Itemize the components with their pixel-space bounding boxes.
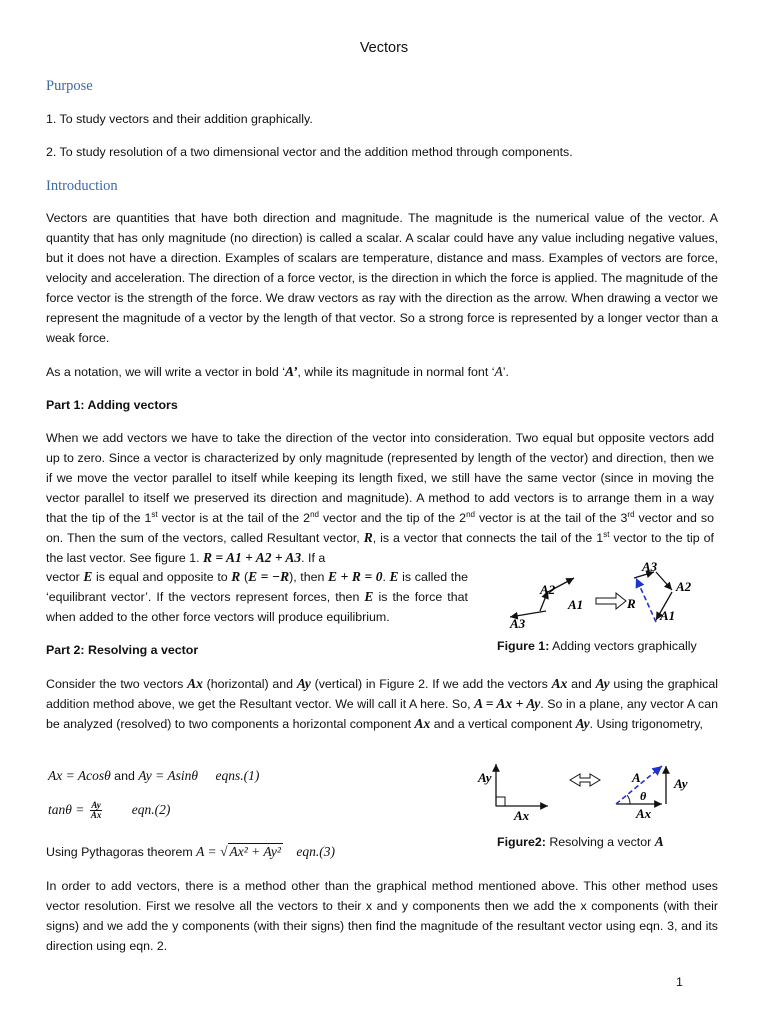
equation-2	[48, 800, 170, 820]
part2-paragraph	[46, 674, 718, 734]
fig1-label-r: R	[627, 596, 636, 611]
fig2-label-ay-right: Ay	[674, 776, 688, 791]
p2-ay-3: Ay	[575, 716, 590, 731]
eq2-numerator: Ay	[91, 800, 101, 811]
eq-text-1: vector	[46, 570, 84, 584]
eq2-left: tanθ =	[48, 802, 85, 817]
eq-text-4: ), then	[289, 570, 329, 584]
part2-heading: Part 2: Resolving a vector	[46, 643, 199, 657]
closing-paragraph: In order to add vectors, there is a method other than the graphical method mentioned above. This other method uses vector resolution. First we resolve all the vectors to their x and y components then we add the x components (with their signs) and we add the y components (with their signs) then find the magnitude of the resultant vector using eqn. 3, and its direction using eqn. 2.	[46, 879, 718, 953]
p2-text-e: using the graphical addition method above, we get the Resultant vector. We will call it A here. So,	[46, 677, 718, 711]
eq-e-2: E	[389, 569, 399, 584]
part1-text-g: vector to the tip of the last vector. See figure 1.	[46, 531, 714, 565]
part1-text-b: vector is at the tail of the 2	[157, 511, 311, 525]
p2-ax-2: Ax	[551, 676, 568, 691]
fig2-label-theta: θ	[640, 789, 647, 803]
notation-italic-a: A	[494, 364, 503, 379]
part1-text-a: When we add vectors we have to take the direction of the vector into consideration. Two equal but opposite vectors add up to zero. Since a vector is characterized by only magnitude (represented by length of the vector) and direction, then we if we move the vector parallel to itself while keeping its length fixed, we still have the same vector (since in moving the vector parallel to itself we preserved its direction and magnitude). A method to add vectors is to arrange them in a way that the tip of the 1	[46, 431, 714, 525]
p2-text-f: . So in a plane, any vector A can be analyzed (resolved) to two components a horizontal component	[46, 697, 718, 731]
eq-text-7: is the force that when added to the other force vectors will produce equilibrium.	[46, 590, 468, 624]
figure2-caption	[497, 832, 664, 852]
fig2-right-angle	[496, 797, 505, 806]
page-number: 1	[676, 975, 683, 989]
figure1-caption-label: Figure 1:	[497, 639, 550, 653]
equation-sum: R = A1 + A2 + A3	[203, 550, 302, 565]
sup-nd: nd	[310, 509, 319, 519]
fig2-label-a: A	[632, 770, 641, 785]
equation-1	[48, 766, 259, 786]
eq-r: R	[231, 569, 241, 584]
purpose-heading: Purpose	[46, 78, 93, 94]
fig2-label-ay-left: Ay	[478, 770, 492, 785]
fig1-label-a1-left: A1	[568, 597, 584, 612]
equation-3	[46, 842, 335, 862]
figure1-caption-text: Adding vectors graphically	[549, 639, 697, 653]
eq1-left: Ax = Acosθ	[48, 768, 111, 783]
p2-text-h: . Using trigonometry,	[589, 717, 703, 731]
fig1-implies-arrow	[596, 593, 626, 609]
p2-ay-1: Ay	[296, 676, 311, 691]
eq-text-2: is equal and opposite to	[92, 570, 232, 584]
eq1-label: eqns.(1)	[215, 768, 260, 783]
part1-text-f: , is a vector that connects the tail of the 1	[372, 531, 604, 545]
purpose-item-2: 2. To study resolution of a two dimensional vector and the addition method through components.	[46, 145, 573, 159]
eq2-denominator: Ax	[90, 810, 102, 821]
figure1-diagram	[496, 556, 718, 632]
fig1-label-a2-right: A2	[676, 579, 692, 594]
fig2-label-ax-left: Ax	[514, 808, 530, 823]
introduction-heading: Introduction	[46, 178, 118, 194]
fig2-theta-arc	[627, 795, 630, 804]
eq-e-3: E	[364, 589, 374, 604]
eq2-label: eqn.(2)	[131, 802, 171, 817]
notation-text-1: As a notation, we will write a vector in bold ‘	[46, 365, 285, 379]
introduction-paragraph: Vectors are quantities that have both direction and magnitude. The magnitude is the numerical value of the vector. A quantity that has only magnitude (no direction) is called a scalar. A scalar could have any value including negative values, but it does not have a direction. Examples of scalars are temperature, distance and mass. Examples of vectors are force, velocity and acceleration. The direction of a force vector, is the direction in which the force is applied. The magnitude of the force vector is the strength of the force. We draw vectors as ray with the direction as the arrow. When drawing a vector we represent the magnitude of a vector by the length of that vector. So a strong force is represented by a longer vector than a weak force.	[46, 211, 718, 345]
p2-eq-a: A = Ax + Ay	[474, 696, 541, 711]
p2-text-g: and a vertical component	[430, 717, 576, 731]
eq3-text: Using Pythagoras theorem	[46, 845, 197, 859]
fig1-label-a1-right: A1	[660, 608, 676, 623]
part1-text-e: vector and so on. Then the sum of the vectors, called Resultant vector,	[46, 511, 715, 545]
sup-st: st	[151, 509, 158, 519]
purpose-item-1: 1. To study vectors and their addition graphically.	[46, 112, 313, 126]
sqrt-icon: √	[220, 844, 228, 859]
p2-ax-3: Ax	[414, 716, 431, 731]
sup-nd-2: nd	[466, 509, 475, 519]
fig1-label-a2-left: A2	[540, 582, 556, 597]
resultant-r: R	[363, 530, 373, 545]
notation-text-2: , while its magnitude in normal font ‘	[297, 365, 495, 379]
figure2-caption-vec: A	[654, 834, 664, 849]
part1-heading: Part 1: Adding vectors	[46, 398, 178, 412]
part1-text-c: vector and the tip of the 2	[318, 511, 467, 525]
p2-text-c: (vertical) in Figure 2. If we add the vectors	[310, 677, 552, 691]
p2-ay-2: Ay	[595, 676, 610, 691]
eq-text-3: (	[240, 570, 249, 584]
eq-e-plus-r: E + R = 0	[328, 569, 383, 584]
p2-text-a: Consider the two vectors	[46, 677, 188, 691]
eq3-a: A =	[196, 844, 217, 859]
part1-paragraph	[46, 428, 714, 568]
eq3-sqrt: Ax² + Ay²	[229, 844, 281, 859]
p2-text-d: and	[567, 677, 596, 691]
eq1-and: and	[110, 769, 139, 783]
eq-text-5: .	[382, 570, 390, 584]
fig1-a2-right	[656, 572, 672, 590]
p2-text-b: (horizontal) and	[202, 677, 297, 691]
eq-e-neg-r: E = −R	[248, 569, 290, 584]
figure2-caption-label: Figure2:	[497, 835, 546, 849]
eq-e: E	[83, 569, 93, 584]
page-title: Vectors	[359, 40, 409, 56]
figure2-caption-text: Resolving a vector	[545, 835, 655, 849]
notation-text-3: ’.	[502, 365, 509, 379]
fig2-equivalence-arrow	[570, 774, 600, 786]
sup-rd: rd	[627, 509, 635, 519]
notation-paragraph	[46, 362, 718, 382]
figure2-diagram	[476, 758, 708, 824]
part1-text-h: . If a	[301, 551, 326, 565]
p2-ax-1: Ax	[187, 676, 203, 691]
notation-bold-a: A’	[284, 364, 298, 379]
part1-text-d: vector is at the tail of the 3	[474, 511, 628, 525]
eq2-fraction	[90, 801, 103, 820]
fig1-label-a3-left: A3	[510, 616, 526, 631]
fig1-label-a3-right: A3	[642, 559, 658, 574]
sup-st-2: st	[603, 529, 610, 539]
eq1-right: Ay = Asinθ	[138, 768, 199, 783]
eq-text-6: is called the ‘equilibrant vector’. If the vectors represent forces, then	[46, 570, 468, 604]
eq3-label: eqn.(3)	[296, 844, 336, 859]
fig2-label-ax-right: Ax	[636, 806, 652, 821]
equilibrant-paragraph	[46, 567, 468, 627]
fig1-resultant-right	[636, 578, 656, 622]
